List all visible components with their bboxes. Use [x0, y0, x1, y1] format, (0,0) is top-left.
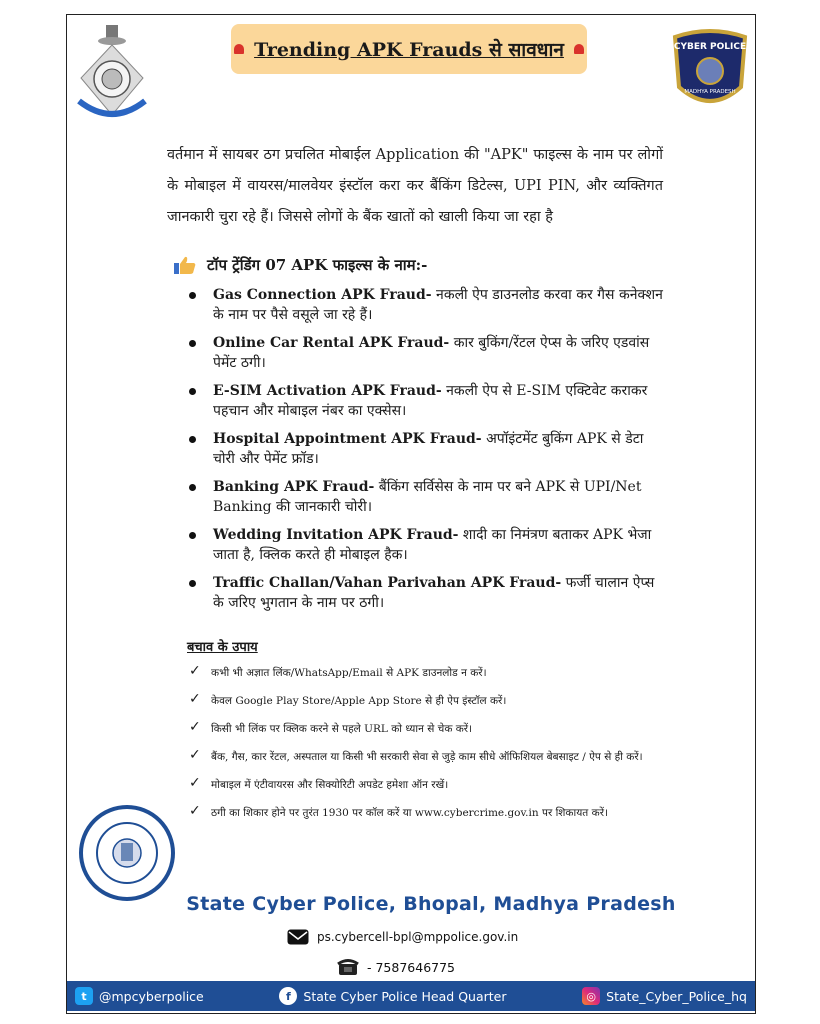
siren-icon — [234, 44, 244, 54]
phone-contact — [337, 958, 455, 976]
check-icon: ✓ — [189, 803, 201, 819]
fraud-desc: कार बुकिंग/रेंटल ऐप्स के जरिए एडवांस पेमेंट ठगी। — [213, 335, 650, 371]
list-item — [187, 805, 677, 822]
instagram-handle: State_Cyber_Police_hq — [606, 988, 747, 1004]
fraud-name: Gas Connection APK Fraud- — [213, 287, 432, 303]
facebook-icon: f — [279, 987, 297, 1005]
fraud-name: E-SIM Activation APK Fraud- — [213, 383, 442, 399]
list-item — [187, 749, 677, 766]
list-item — [183, 525, 663, 565]
list-item — [183, 573, 663, 613]
check-icon: ✓ — [189, 663, 201, 679]
list-heading-text: टॉप ट्रेंडिंग 07 APK फाइल्स के नाम:- — [207, 256, 428, 274]
siren-icon — [574, 44, 584, 54]
list-item — [187, 693, 677, 710]
page-title: Trending APK Frauds से सावधान — [254, 39, 564, 61]
tip-text: मोबाइल में एंटीवायरस और सिक्योरिटी अपडेट हमेशा ऑन रखें। — [211, 779, 449, 791]
fraud-desc: फर्जी चालान ऐप्स के जरिए भुगतान के नाम पर ठगी। — [213, 575, 655, 611]
badge-subtext: MADHYA PRADESH — [684, 89, 736, 95]
check-icon: ✓ — [189, 691, 201, 707]
telephone-icon — [337, 958, 359, 976]
tip-text: केवल Google Play Store/Apple App Store से ही ऐप इंस्टॉल करें। — [211, 695, 507, 707]
fraud-name: Online Car Rental APK Fraud- — [213, 335, 450, 351]
fraud-name: Hospital Appointment APK Fraud- — [213, 431, 482, 447]
facebook-page: State Cyber Police Head Quarter — [303, 988, 507, 1004]
tips-list — [187, 665, 677, 833]
list-item — [183, 285, 663, 325]
fraud-desc: नकली ऐप डाउनलोड करवा कर गैस कनेक्शन के नाम पर पैसे वसूले जा रहे हैं। — [213, 287, 663, 323]
fraud-desc: अपॉइंटमेंट बुकिंग APK से डेटा चोरी और पेमेंट फ्रॉड। — [213, 431, 644, 467]
list-item — [183, 429, 663, 469]
fraud-name: Banking APK Fraud- — [213, 479, 375, 495]
cyber-police-badge-icon — [669, 27, 751, 113]
fraud-desc: नकली ऐप से E-SIM एक्टिवेट कराकर पहचान और मोबाइल नंबर का एक्सेस। — [213, 383, 648, 419]
tips-heading: बचाव के उपाय — [187, 640, 258, 655]
email-address[interactable]: ps.cybercell-bpl@mppolice.gov.in — [317, 930, 519, 944]
fraud-list — [183, 285, 663, 621]
instagram-icon: ◎ — [582, 987, 600, 1005]
fraud-desc: शादी का निमंत्रण बताकर APK भेजा जाता है, क्लिक करते ही मोबाइल हैक। — [213, 527, 652, 563]
social-footer — [67, 981, 755, 1011]
fraud-desc: बैंकिंग सर्विसेस के नाम पर बने APK से UPI/Net Banking की जानकारी चोरी। — [213, 479, 642, 515]
badge-text: CYBER POLICE — [673, 42, 747, 52]
instagram-link[interactable] — [582, 987, 747, 1005]
facebook-link[interactable] — [279, 987, 506, 1005]
list-item — [183, 333, 663, 373]
list-item — [187, 777, 677, 794]
check-icon: ✓ — [189, 747, 201, 763]
tip-text: ठगी का शिकार होने पर तुरंत 1930 पर कॉल करें या www.cybercrime.gov.in पर शिकायत करें। — [211, 807, 608, 819]
list-item — [187, 665, 677, 682]
organization-name: State Cyber Police, Bhopal, Madhya Pradesh — [186, 893, 676, 915]
list-item — [183, 381, 663, 421]
mail-icon — [287, 929, 309, 945]
title-banner — [231, 24, 587, 74]
tip-text: किसी भी लिंक पर क्लिक करने से पहले URL को ध्यान से चेक करें। — [211, 723, 473, 735]
thumbs-up-icon — [173, 255, 197, 275]
fraud-name: Traffic Challan/Vahan Parivahan APK Fraud- — [213, 575, 562, 591]
phone-number[interactable]: - 7587646775 — [367, 959, 456, 975]
list-item — [183, 477, 663, 517]
advisory-poster — [66, 14, 756, 1014]
intro-paragraph: वर्तमान में सायबर ठग प्रचलित मोबाईल Application की "APK" फाइल्स के नाम पर लोगों के मोबाइल में वायरस/मालवेयर इंस्टॉल करा कर बैंकिंग डिटेल्स, UPI PIN, और व्यक्तिगत जानकारी चुरा रहे हैं। जिससे लोगों के बैंक खातों को खाली किया जा रहा है — [167, 146, 663, 225]
state-cyber-police-seal-icon — [77, 803, 177, 903]
twitter-link[interactable] — [75, 987, 204, 1005]
email-contact — [287, 929, 518, 945]
mp-police-emblem-icon — [73, 23, 151, 123]
twitter-icon: t — [75, 987, 93, 1005]
tip-text: कभी भी अज्ञात लिंक/WhatsApp/Email से APK डाउनलोड न करें। — [211, 667, 487, 679]
fraud-name: Wedding Invitation APK Fraud- — [213, 527, 459, 543]
check-icon: ✓ — [189, 775, 201, 791]
list-heading — [173, 255, 427, 275]
check-icon: ✓ — [189, 719, 201, 735]
list-item — [187, 721, 677, 738]
tip-text: बैंक, गैस, कार रेंटल, अस्पताल या किसी भी सरकारी सेवा से जुड़े काम सीधे ऑफिशियल बेबसाइट / ऐप से ही करें। — [211, 751, 643, 763]
twitter-handle: @mpcyberpolice — [99, 988, 204, 1004]
